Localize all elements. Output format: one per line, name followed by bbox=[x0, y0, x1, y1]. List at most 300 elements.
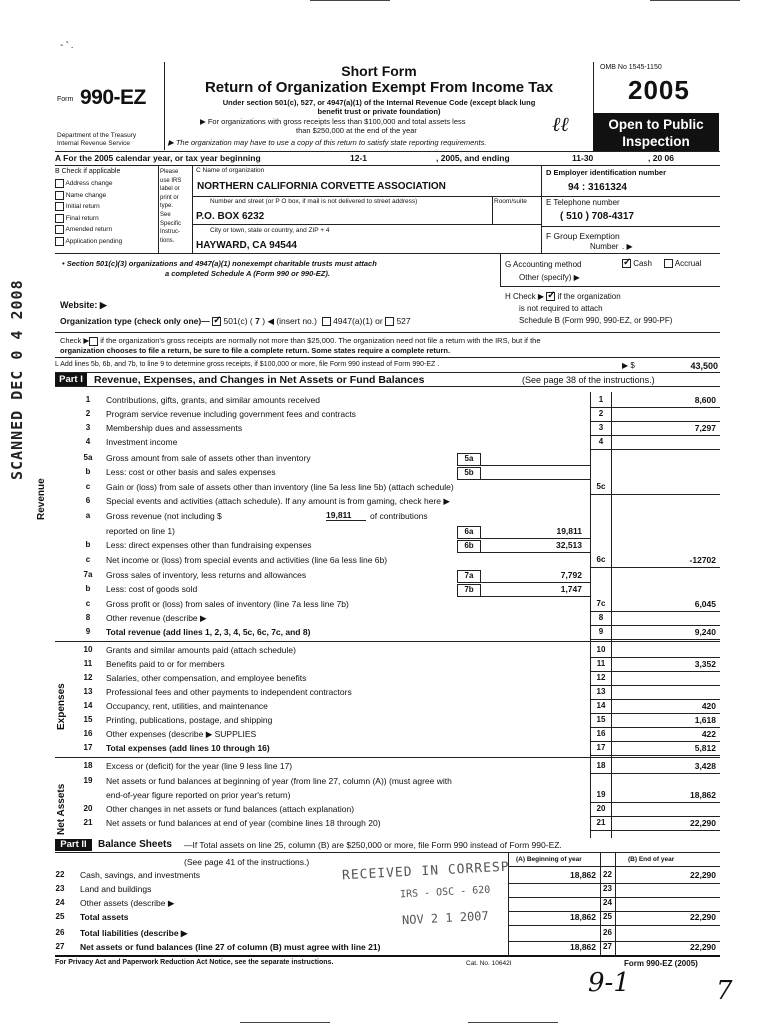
line-number: 20 bbox=[83, 804, 93, 813]
box-h-text3: is not required to attach bbox=[519, 304, 603, 313]
line-rule bbox=[590, 773, 720, 774]
line-number: 3 bbox=[85, 423, 91, 432]
line-description: Contributions, gifts, grants, and similar amounts received bbox=[106, 395, 321, 405]
divider-room bbox=[492, 196, 493, 224]
expenses-side-label: Expenses bbox=[56, 683, 67, 730]
box-h-text2: if the organization bbox=[557, 292, 621, 301]
line-k-check-label: Check ▶ bbox=[60, 336, 90, 345]
final-return-label: Final return bbox=[65, 214, 99, 222]
line-description: Net assets or fund balances at end of year (combine lines 18 through 20) bbox=[106, 818, 381, 828]
accounting-method-label: G Accounting method bbox=[505, 260, 582, 269]
part2-note: —If Total assets on line 25, column (B) are $250,000 or more, file Form 990 instead of Form 990-EZ. bbox=[184, 840, 562, 850]
received-stamp: RECEIVED IN CORRESP bbox=[341, 859, 510, 884]
osc-stamp: IRS - OSC - 620 bbox=[399, 884, 491, 901]
line-number: 19 bbox=[83, 776, 93, 785]
date-stamp: NOV 2 1 2007 bbox=[401, 908, 490, 928]
balance-box-number: 26 bbox=[603, 928, 612, 937]
rule-box-bottom bbox=[55, 253, 720, 254]
line-number: 10 bbox=[83, 645, 93, 654]
open-to-public-banner bbox=[593, 113, 719, 151]
city-label: City or town, state or country, and ZIP + 4 bbox=[210, 227, 330, 234]
line-rule bbox=[590, 435, 720, 436]
mid-box-value[interactable]: 19,811 bbox=[556, 526, 582, 536]
line-number: 4 bbox=[85, 437, 91, 446]
line-description: Printing, publications, postage, and shipping bbox=[106, 715, 273, 725]
mid-box-label: 5a bbox=[457, 453, 481, 466]
line-rule bbox=[590, 671, 720, 672]
line-number: 5a bbox=[83, 453, 93, 462]
line-number: a bbox=[85, 511, 91, 520]
line-description: reported on line 1) bbox=[106, 526, 175, 536]
line-amount[interactable]: 3,352 bbox=[694, 659, 716, 669]
line-description: Investment income bbox=[106, 437, 178, 447]
line-k-text: if the organization's gross receipts are normally not more than $25,000. The organization need not file a return with the IRS, but if the bbox=[100, 336, 541, 345]
irs-label-line: print or bbox=[160, 194, 179, 201]
open-public-line1: Open to Public bbox=[608, 117, 704, 132]
line-amount[interactable]: 5,812 bbox=[694, 743, 716, 753]
rule-footer bbox=[55, 955, 720, 957]
line-l-value[interactable]: 43,500 bbox=[690, 361, 718, 371]
balance-line-number: 23 bbox=[55, 884, 65, 893]
line-box-number: 15 bbox=[596, 715, 606, 724]
line-amount[interactable]: 8,600 bbox=[694, 395, 716, 405]
line-rule bbox=[590, 816, 720, 817]
line-description: Grants and similar amounts paid (attach schedule) bbox=[106, 645, 296, 655]
line-number: b bbox=[85, 540, 91, 549]
line-description: Net income or (loss) from special events and activities (line 6a less line 6b) bbox=[106, 555, 388, 565]
col-b-header: (B) End of year bbox=[628, 856, 675, 863]
line-description: Other revenue (describe ▶ bbox=[106, 613, 207, 623]
irs-label-line: label or bbox=[160, 186, 180, 193]
irs-label-line: type. bbox=[160, 203, 174, 210]
box-col-left bbox=[590, 392, 591, 838]
part1-tag: Part I bbox=[55, 373, 87, 386]
cash-label: Cash bbox=[633, 259, 652, 268]
line-box-number: 20 bbox=[596, 804, 606, 813]
line-description: Less: direct expenses other than fundraising expenses bbox=[106, 540, 312, 550]
line-number: 18 bbox=[83, 761, 93, 770]
irs-label-line: tions. bbox=[160, 237, 175, 244]
line-rule bbox=[590, 755, 720, 756]
scanned-stamp: SCANNED DEC 0 4 2008 bbox=[8, 279, 26, 480]
527-label: 527 bbox=[396, 316, 411, 326]
rule-org-type bbox=[55, 332, 720, 333]
balance-line-number: 22 bbox=[55, 870, 65, 879]
mid-box-value[interactable]: 1,747 bbox=[560, 584, 582, 594]
line-number: 21 bbox=[83, 818, 93, 827]
line-amount[interactable]: -12702 bbox=[689, 555, 716, 565]
line-rule bbox=[590, 449, 720, 450]
balance-line-description: Net assets or fund balances (line 27 of column (B) must agree with line 21) bbox=[80, 942, 381, 952]
balance-line-number: 27 bbox=[55, 942, 65, 951]
line-description: Other changes in net assets or fund balances (attach explanation) bbox=[106, 804, 355, 814]
box-b-checklist bbox=[55, 179, 122, 248]
irs-label-line: Instruc- bbox=[160, 229, 181, 236]
sec501-text1: • Section 501(c)(3) organizations and 4947(a)(1) nonexempt charitable trusts must attach bbox=[62, 259, 377, 268]
rule-ein bbox=[541, 196, 720, 197]
org-type-row bbox=[60, 316, 411, 327]
scan-speck: - ' . bbox=[60, 40, 74, 51]
line-number: 17 bbox=[83, 743, 93, 752]
mid-box-label: 6a bbox=[457, 526, 481, 539]
line-box-number: 13 bbox=[596, 687, 606, 696]
line-number: 8 bbox=[85, 613, 91, 622]
room-suite-label: Room/suite bbox=[494, 198, 527, 205]
amended-return-checkbox[interactable] bbox=[55, 225, 64, 234]
line-box-number: 12 bbox=[596, 673, 606, 682]
line-number: 7a bbox=[83, 570, 93, 579]
line-number: 14 bbox=[83, 701, 93, 710]
rule-part2 bbox=[55, 852, 720, 853]
group-exemption-label: F Group Exemption bbox=[546, 231, 620, 241]
rule-street bbox=[192, 224, 541, 225]
balance-col-a-value[interactable]: 18,862 bbox=[570, 870, 596, 880]
line-box-number: 4 bbox=[598, 437, 604, 446]
501c-label: 501(c) ( bbox=[223, 316, 253, 326]
address-change-label: Address change bbox=[65, 180, 113, 188]
line-box-number: 5c bbox=[596, 482, 606, 491]
omb-number: OMB No 1545-1150 bbox=[600, 64, 662, 71]
subtitle-5: ▶ The organization may have to use a copy of this return to satisfy state reporting requirements. bbox=[168, 138, 487, 147]
line-description: Benefits paid to or for members bbox=[106, 659, 225, 669]
line-inline-value[interactable]: 19,811 bbox=[326, 510, 366, 521]
line-number: c bbox=[85, 555, 91, 564]
group-exemption-number-label: Number bbox=[590, 242, 619, 251]
mid-box-rule bbox=[481, 465, 590, 466]
line-description: Gross sales of inventory, less returns and allowances bbox=[106, 570, 307, 580]
accrual-checkbox[interactable] bbox=[664, 259, 673, 268]
irs-label-line: Specific bbox=[160, 220, 182, 227]
rule-line-l bbox=[55, 372, 720, 373]
527-checkbox[interactable] bbox=[385, 317, 394, 326]
line-description: Special events and activities (attach schedule). If any amount is from gaming, check here ▶ bbox=[106, 496, 450, 506]
4947-label: 4947(a)(1) or bbox=[333, 316, 383, 326]
line-number: 15 bbox=[83, 715, 93, 724]
city-value[interactable]: HAYWARD, CA 94544 bbox=[196, 240, 297, 251]
balance-line-description: Cash, savings, and investments bbox=[80, 870, 201, 880]
irs-label-line: See bbox=[160, 211, 171, 218]
p2-col-box-left bbox=[600, 852, 601, 955]
scan-edge bbox=[650, 0, 740, 1]
box-h-text4: Schedule B (Form 990, 990-EZ, or 990-PF) bbox=[519, 316, 673, 325]
box-col-right bbox=[611, 392, 612, 838]
line-description: Gain or (loss) from sale of assets other than inventory (line 5a less line 5b) (attach schedule) bbox=[106, 482, 454, 492]
balance-line-description: Total assets bbox=[80, 912, 129, 922]
line-rule bbox=[590, 685, 720, 686]
line-description: Less: cost of goods sold bbox=[106, 584, 198, 594]
line-k-row bbox=[60, 336, 541, 346]
line-number: b bbox=[85, 584, 91, 593]
balance-rule bbox=[508, 925, 720, 926]
501c-insert-label: ) ◀ (insert no.) bbox=[262, 316, 317, 326]
mid-box-value[interactable]: 7,792 bbox=[560, 570, 582, 580]
section-separator bbox=[55, 757, 720, 758]
rule-line-k bbox=[55, 357, 720, 358]
line-description: Net assets or fund balances at beginning of year (from line 27, column (A)) (must agree with bbox=[106, 776, 452, 786]
part1-title: Revenue, Expenses, and Changes in Net Assets or Fund Balances bbox=[94, 374, 425, 386]
line-number: 13 bbox=[83, 687, 93, 696]
line-description: Membership dues and assessments bbox=[106, 423, 243, 433]
line-k-text2: organization chooses to file a return, be sure to file a complete return. Some states require a complete return. bbox=[60, 346, 451, 355]
handwritten-seven: 7 bbox=[716, 976, 733, 1006]
org-name-value[interactable]: NORTHERN CALIFORNIA CORVETTE ASSOCIATION bbox=[197, 181, 446, 192]
divider-g bbox=[500, 253, 501, 286]
line-description: Other expenses (describe ▶ SUPPLIES bbox=[106, 729, 257, 739]
scan-edge bbox=[468, 1022, 558, 1023]
open-public-line2: Inspection bbox=[622, 134, 690, 149]
balance-col-b-value[interactable]: 22,290 bbox=[690, 870, 716, 880]
scan-edge bbox=[310, 0, 390, 1]
form-number: 990-EZ bbox=[80, 86, 146, 109]
line-rule bbox=[590, 741, 720, 742]
line-box-number: 3 bbox=[598, 423, 604, 432]
rule-org-name bbox=[192, 196, 541, 197]
balance-line-number: 24 bbox=[55, 898, 65, 907]
address-change-checkbox[interactable] bbox=[55, 179, 64, 188]
name-change-checkbox[interactable] bbox=[55, 191, 64, 200]
line-description: Salaries, other compensation, and employee benefits bbox=[106, 673, 307, 683]
street-label: Number and street (or P O box, if mail is not delivered to street address) bbox=[210, 198, 418, 205]
part2-see: (See page 41 of the instructions.) bbox=[184, 857, 310, 867]
line-rule bbox=[590, 625, 720, 626]
balance-line-description: Land and buildings bbox=[80, 884, 152, 894]
ein-label: D Employer identification number bbox=[546, 168, 667, 177]
line-rule bbox=[590, 494, 720, 495]
mid-box-label: 6b bbox=[457, 540, 481, 553]
mid-box-rule bbox=[481, 582, 590, 583]
form-label: Form bbox=[57, 96, 74, 103]
501c-checkbox[interactable] bbox=[212, 317, 221, 326]
accounting-other-label: Other (specify) ▶ bbox=[519, 273, 580, 282]
name-change-label: Name change bbox=[65, 191, 107, 199]
irs-label-line: use IRS bbox=[160, 177, 182, 184]
title-main: Return of Organization Exempt From Income Tax bbox=[204, 79, 554, 96]
line-number: b bbox=[85, 467, 91, 476]
balance-line-number: 25 bbox=[55, 912, 65, 921]
line-l-dollar: ▶ $ bbox=[622, 361, 635, 370]
balance-col-b-value[interactable]: 22,290 bbox=[690, 942, 716, 952]
line-box-number: 11 bbox=[596, 659, 606, 668]
line-a-begin: 12-1 bbox=[350, 153, 368, 163]
org-type-label: Organization type (check only one)— bbox=[60, 316, 210, 326]
cash-option bbox=[622, 259, 652, 268]
balance-box-number: 22 bbox=[603, 870, 612, 879]
divider-b-irs bbox=[158, 165, 159, 253]
balance-box-number: 25 bbox=[603, 912, 612, 921]
section-separator bbox=[55, 641, 720, 642]
net-assets-side-label: Net Assets bbox=[56, 783, 67, 835]
col-a-header: (A) Beginning of year bbox=[516, 856, 582, 863]
initial-return-checkbox[interactable] bbox=[55, 202, 64, 211]
line-amount[interactable]: 22,290 bbox=[690, 818, 716, 828]
line-a-end-year: , 20 06 bbox=[648, 153, 674, 163]
line-description: Less: cost or other basis and sales expenses bbox=[106, 467, 276, 477]
schedule-b-checkbox[interactable] bbox=[546, 292, 555, 301]
handwritten-page-mark: 9-1 bbox=[588, 968, 630, 998]
line-number: 9 bbox=[85, 627, 91, 636]
website-label: Website: ▶ bbox=[60, 300, 107, 310]
mid-box-value[interactable]: 32,513 bbox=[556, 540, 582, 550]
irs-label-line: Please bbox=[160, 169, 179, 175]
line-amount[interactable]: 9,240 bbox=[694, 627, 716, 637]
line-amount[interactable]: 420 bbox=[701, 701, 716, 711]
rule-col-headers bbox=[508, 866, 720, 867]
amended-return-label: Amended return bbox=[65, 226, 113, 234]
footer-form: Form 990-EZ (2005) bbox=[624, 959, 698, 968]
line-amount[interactable]: 422 bbox=[701, 729, 716, 739]
line-number: 1 bbox=[85, 395, 91, 404]
line-box-number: 18 bbox=[596, 761, 606, 770]
irs-label-instructions bbox=[160, 168, 181, 245]
subtitle-2: benefit trust or private foundation) bbox=[317, 107, 441, 116]
tax-year: 2005 bbox=[628, 75, 690, 105]
org-name-label: C Name of organization bbox=[196, 167, 265, 174]
line-description: Professional fees and other payments to independent contractors bbox=[106, 687, 352, 697]
line-rule bbox=[590, 611, 720, 612]
balance-line-number: 26 bbox=[55, 928, 65, 937]
divider-org-right bbox=[541, 165, 542, 253]
mid-box-label: 5b bbox=[457, 467, 481, 480]
line-description: Excess or (deficit) for the year (line 9 less line 17) bbox=[106, 761, 293, 771]
line-description: Gross profit or (loss) from sales of inventory (line 7a less line 7b) bbox=[106, 599, 349, 609]
footer-privacy: For Privacy Act and Paperwork Reduction Act Notice, see the separate instructions. bbox=[55, 959, 334, 966]
ein-value[interactable]: 94 : 3161324 bbox=[568, 182, 627, 193]
line-box-number: 21 bbox=[596, 818, 606, 827]
rule-line-a-top bbox=[55, 151, 720, 152]
line-description-cont: of contributions bbox=[370, 511, 428, 521]
mid-box-rule bbox=[481, 479, 590, 480]
mid-box-label: 7a bbox=[457, 570, 481, 583]
line-box-number: 14 bbox=[596, 701, 606, 710]
line-number: 11 bbox=[83, 659, 93, 668]
final-return-checkbox[interactable] bbox=[55, 214, 64, 223]
line-amount[interactable]: 6,045 bbox=[694, 599, 716, 609]
accrual-option bbox=[664, 259, 701, 268]
mid-box-rule bbox=[481, 538, 590, 539]
rule-line-a-bottom bbox=[55, 165, 720, 166]
line-box-number: 6c bbox=[596, 555, 606, 564]
line-number: 6 bbox=[85, 496, 91, 505]
line-box-number: 17 bbox=[596, 743, 606, 752]
balance-line-description: Total liabilities (describe ▶ bbox=[80, 928, 188, 938]
line-rule bbox=[590, 639, 720, 640]
line-description: Total expenses (add lines 10 through 16) bbox=[106, 743, 270, 753]
line-box-number: 9 bbox=[598, 627, 604, 636]
balance-line-description: Other assets (describe ▶ bbox=[80, 898, 175, 908]
revenue-side-label: Revenue bbox=[36, 478, 47, 520]
line-rule bbox=[590, 407, 720, 408]
part1-note: (See page 38 of the instructions.) bbox=[522, 375, 655, 385]
501c-number[interactable]: 7 bbox=[255, 316, 260, 326]
4947-checkbox[interactable] bbox=[322, 317, 331, 326]
rule-telephone bbox=[541, 226, 720, 227]
line-description: end-of-year figure reported on prior year's return) bbox=[106, 790, 291, 800]
application-pending-label: Application pending bbox=[65, 237, 123, 245]
line-number: c bbox=[85, 599, 91, 608]
line-amount[interactable]: 7,297 bbox=[694, 423, 716, 433]
line-amount[interactable]: 3,428 bbox=[694, 761, 716, 771]
application-pending-checkbox[interactable] bbox=[55, 237, 64, 246]
mid-box-rule bbox=[481, 596, 590, 597]
line-rule bbox=[590, 830, 720, 831]
line-box-number: 19 bbox=[596, 790, 606, 799]
line-rule bbox=[590, 567, 720, 568]
box-h-check bbox=[505, 292, 621, 301]
subtitle-3: ▶ For organizations with gross receipts less than $100,000 and total assets less bbox=[200, 117, 466, 126]
initial-return-label: Initial return bbox=[65, 203, 100, 211]
line-box-number: 1 bbox=[598, 395, 604, 404]
balance-box-number: 24 bbox=[603, 898, 612, 907]
line-a-mid: , 2005, and ending bbox=[436, 153, 510, 163]
line-description: Gross revenue (not including $ bbox=[106, 511, 222, 521]
part2-tag: Part II bbox=[55, 839, 92, 851]
balance-box-number: 27 bbox=[603, 942, 612, 951]
mid-box-label: 7b bbox=[457, 584, 481, 597]
line-number: 2 bbox=[85, 409, 91, 418]
box-h-text1: H Check ▶ bbox=[505, 292, 545, 301]
balance-col-a-value[interactable]: 18,862 bbox=[570, 942, 596, 952]
balance-col-a-value[interactable]: 18,862 bbox=[570, 912, 596, 922]
line-box-number: 10 bbox=[596, 645, 606, 654]
cash-checkbox[interactable] bbox=[622, 259, 631, 268]
line-number: c bbox=[85, 482, 91, 491]
line-rule bbox=[590, 802, 720, 803]
handwritten-mark: ℓℓ bbox=[552, 112, 569, 136]
line-description: Occupancy, rent, utilities, and maintenance bbox=[106, 701, 268, 711]
mid-box-rule bbox=[481, 552, 590, 553]
line-rule bbox=[590, 727, 720, 728]
scan-edge bbox=[240, 1022, 330, 1023]
part2-title: Balance Sheets bbox=[98, 839, 172, 850]
line-amount[interactable]: 18,862 bbox=[690, 790, 716, 800]
line-l-text: L Add lines 5b, 6b, and 7b, to line 9 to determine gross receipts, if $100,000 or more, file Form 990 instead of Form 990-EZ . bbox=[55, 361, 440, 368]
dept-irs: Internal Revenue Service bbox=[57, 140, 130, 147]
rule-g-bottom bbox=[500, 286, 720, 287]
group-exemption-arrow: . ▶ bbox=[622, 242, 633, 251]
accrual-label: Accrual bbox=[674, 259, 702, 268]
balance-col-b-value[interactable]: 22,290 bbox=[690, 912, 716, 922]
line-box-number: 7c bbox=[596, 599, 606, 608]
divider-irs-org bbox=[192, 165, 193, 253]
line-rule bbox=[590, 421, 720, 422]
line-k-checkbox[interactable] bbox=[89, 337, 98, 346]
rule-part1 bbox=[55, 386, 720, 387]
balance-box-number: 23 bbox=[603, 884, 612, 893]
line-box-number: 8 bbox=[598, 613, 604, 622]
line-box-number: 2 bbox=[598, 409, 604, 418]
street-value[interactable]: P.O. BOX 6232 bbox=[196, 211, 265, 222]
footer-cat: Cat. No. 10642I bbox=[466, 960, 512, 967]
dept-treasury: Department of the Treasury bbox=[57, 132, 137, 139]
line-a-end: 11-30 bbox=[572, 153, 594, 163]
title-short-form: Short Form bbox=[341, 63, 417, 79]
line-rule bbox=[590, 657, 720, 658]
telephone-label: E Telephone number bbox=[546, 198, 620, 207]
sec501-text2: a completed Schedule A (Form 990 or 990-EZ). bbox=[165, 269, 330, 278]
subtitle-4: than $250,000 at the end of the year bbox=[296, 126, 417, 135]
line-a-label: A For the 2005 calendar year, or tax year beginning bbox=[55, 153, 261, 163]
line-box-number: 16 bbox=[596, 729, 606, 738]
telephone-value[interactable]: ( 510 ) 708-4317 bbox=[560, 211, 634, 222]
line-rule bbox=[590, 713, 720, 714]
line-amount[interactable]: 1,618 bbox=[694, 715, 716, 725]
line-number: 12 bbox=[83, 673, 93, 682]
box-b-title: B Check if applicable bbox=[55, 168, 121, 175]
line-rule bbox=[590, 699, 720, 700]
line-description: Program service revenue including government fees and contracts bbox=[106, 409, 356, 419]
line-number: 16 bbox=[83, 729, 93, 738]
line-description: Total revenue (add lines 1, 2, 3, 4, 5c, 6c, 7c, and 8) bbox=[106, 627, 311, 637]
